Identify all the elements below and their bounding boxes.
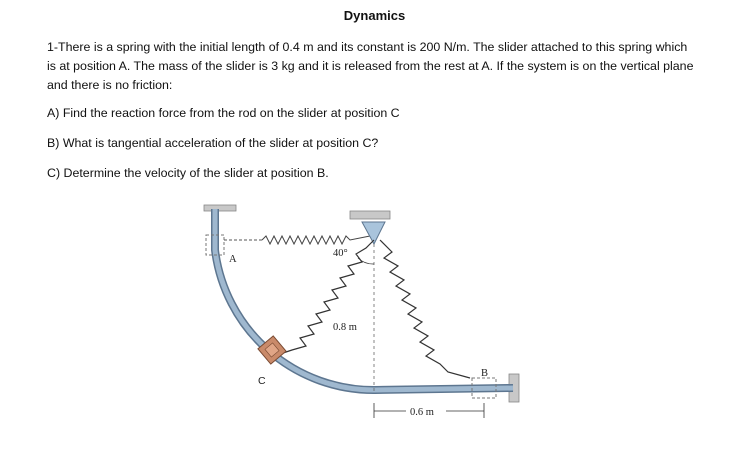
label-c: C	[258, 375, 266, 387]
problem-statement: 1-There is a spring with the initial length of 0.4 m and its constant is 200 N/m. The slider attached to this spring which is at position A. The mass of the slider is 3 kg and it is released from the rest at A. If the system is on the vertical plane and there is no friction:	[47, 40, 694, 92]
label-a: A	[229, 254, 237, 265]
width-label: 0.6 m	[410, 407, 434, 418]
spring-to-c	[280, 240, 374, 354]
question-c: C) Determine the velocity of the slider at position B.	[47, 166, 329, 180]
guide-rod-outline	[215, 209, 513, 390]
angle-label: 40°	[333, 248, 348, 259]
ceiling-support	[350, 211, 390, 219]
label-b: B	[481, 368, 489, 379]
guide-rod	[215, 209, 513, 390]
radius-label: 0.8 m	[333, 322, 357, 333]
spring-to-b	[380, 240, 470, 378]
left-top-support	[204, 205, 236, 211]
question-a: A) Find the reaction force from the rod on the slider at position C	[47, 106, 400, 120]
question-b: B) What is tangential acceleration of the slider at position C?	[47, 136, 379, 150]
document-title: Dynamics	[343, 8, 406, 23]
spring-at-a	[262, 236, 370, 244]
